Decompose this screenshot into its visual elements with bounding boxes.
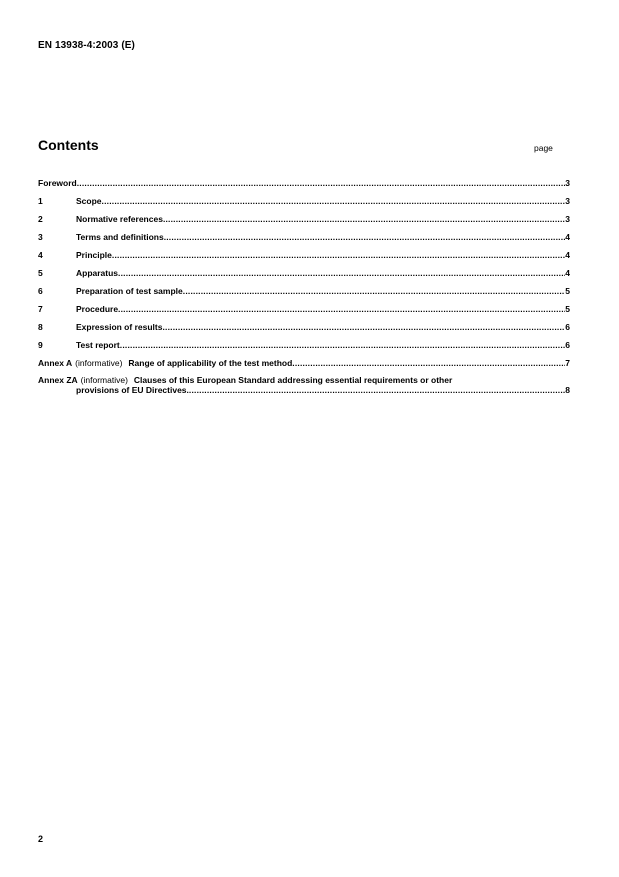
toc-entry-page: 5 xyxy=(565,286,570,296)
toc-entry-title: Scope xyxy=(76,196,102,206)
toc-entry-page: 3 xyxy=(565,196,570,206)
toc-leader-dots xyxy=(112,249,565,261)
toc-leader-dots xyxy=(102,195,566,207)
toc-leader-dots xyxy=(77,177,566,189)
toc-entry-title: Normative references xyxy=(76,214,163,224)
page-column-label: page xyxy=(534,143,553,153)
toc-entry-page: 3 xyxy=(565,214,570,224)
toc-entry-page: 5 xyxy=(565,304,570,314)
toc-entry-title: Apparatus xyxy=(76,268,119,278)
contents-title: Contents xyxy=(38,137,99,153)
toc-entry-number: 9 xyxy=(38,340,43,350)
toc-entry-preparation-of-test-sample[interactable] xyxy=(38,285,570,303)
toc-entry-number: 3 xyxy=(38,232,43,242)
toc-entry-page: 4 xyxy=(565,250,570,260)
toc-entry-page: 3 xyxy=(565,178,570,188)
toc-entry-principle[interactable] xyxy=(38,249,570,267)
toc-entry-apparatus[interactable] xyxy=(38,267,570,285)
toc-entry-terms-and-definitions[interactable] xyxy=(38,231,570,249)
page-number: 2 xyxy=(38,834,44,844)
toc-entry-annex-za[interactable] xyxy=(38,375,570,395)
toc-entry-title: Clauses of this European Standard addressing essential requirements or other xyxy=(133,375,453,385)
toc-leader-dots xyxy=(163,213,565,225)
toc-entry-title: Terms and definitions xyxy=(76,232,164,242)
toc-entry-number: 7 xyxy=(38,304,43,314)
toc-entry-normative-references[interactable] xyxy=(38,213,570,231)
toc-entry-title: Test report xyxy=(76,340,120,350)
table-of-contents xyxy=(38,177,570,395)
toc-entry-number: 4 xyxy=(38,250,43,260)
toc-entry-title: Expression of results xyxy=(76,322,163,332)
toc-entry-title: Principle xyxy=(76,250,112,260)
toc-entry-foreword[interactable] xyxy=(38,177,570,195)
toc-entry-annex-a[interactable] xyxy=(38,357,570,375)
toc-entry-number: 2 xyxy=(38,214,43,224)
toc-entry-number: 8 xyxy=(38,322,43,332)
toc-entry-number: 1 xyxy=(38,196,43,206)
toc-entry-page: 8 xyxy=(565,385,570,395)
toc-leader-dots xyxy=(292,357,565,369)
toc-entry-title: Procedure xyxy=(76,304,119,314)
toc-leader-dots xyxy=(189,385,565,395)
toc-entry-page: 7 xyxy=(565,358,570,368)
document-id: EN 13938-4:2003 (E) xyxy=(38,40,135,51)
toc-entry-number: 6 xyxy=(38,286,43,296)
toc-entry-title: Foreword xyxy=(38,178,77,188)
toc-entry-title-continued: provisions of EU Directives. xyxy=(76,385,189,395)
toc-leader-dots xyxy=(118,303,565,315)
toc-leader-dots xyxy=(162,321,565,333)
toc-entry-title: Range of applicability of the test method xyxy=(128,358,293,368)
toc-entry-page: 6 xyxy=(565,340,570,350)
toc-entry-procedure[interactable] xyxy=(38,303,570,321)
annex-label: Annex ZA xyxy=(38,375,78,385)
toc-entry-page: 6 xyxy=(565,322,570,332)
toc-entry-test-report[interactable] xyxy=(38,339,570,357)
toc-leader-dots xyxy=(120,339,565,351)
toc-leader-dots xyxy=(164,231,566,243)
toc-leader-dots xyxy=(118,267,565,279)
annex-status: (informative) xyxy=(80,375,128,385)
annex-status: (informative) xyxy=(75,358,123,368)
toc-leader-dots xyxy=(183,285,566,297)
annex-label: Annex A xyxy=(38,358,73,368)
toc-entry-expression-of-results[interactable] xyxy=(38,321,570,339)
toc-entry-page: 4 xyxy=(565,232,570,242)
toc-entry-scope[interactable] xyxy=(38,195,570,213)
toc-entry-title: Preparation of test sample xyxy=(76,286,183,296)
toc-entry-number: 5 xyxy=(38,268,43,278)
toc-entry-page: 4 xyxy=(565,268,570,278)
